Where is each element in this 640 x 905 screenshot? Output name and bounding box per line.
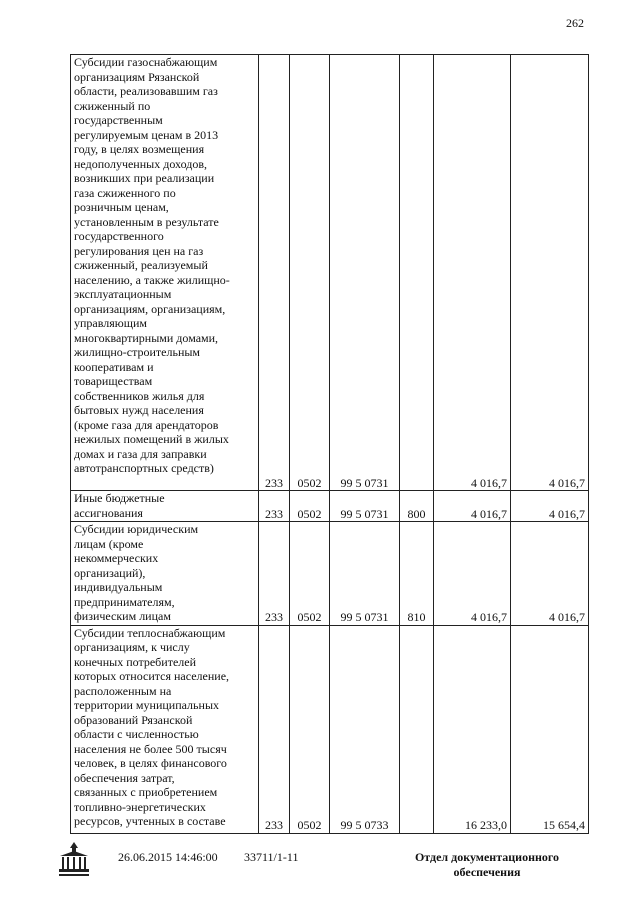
sum-2014-cell: 4 016,7 (434, 55, 511, 491)
sum-2014-cell: 4 016,7 (434, 522, 511, 626)
ministry-code-cell: 233 (259, 491, 290, 522)
article-code-cell: 99 5 0731 (330, 522, 400, 626)
section-code-cell: 0502 (290, 55, 330, 491)
ministry-code-cell: 233 (259, 522, 290, 626)
row-name-cell: Иные бюджетные ассигнования (71, 491, 259, 522)
sum-2015-cell: 4 016,7 (511, 522, 589, 626)
ministry-code-cell: 233 (259, 55, 290, 491)
article-code-cell: 99 5 0733 (330, 625, 400, 833)
row-name-cell: Субсидии теплоснабжающим организациям, к числу конечных потребителей которых относится население, расположенным на территории муниципальных образований Рязанской области с численностью населения не более 500 тысяч человек, в целях финансового обеспечения затрат, связанных с приобретением топливно-энергетических ресурсов, учтенных в составе (71, 625, 259, 833)
expense-type-cell (400, 55, 434, 491)
table-row (71, 491, 589, 522)
row-name-cell: Субсидии газоснабжающим организациям Рязанской области, реализовавшим газ сжиженный по государственным регулируемым ценам в 2013 году, в целях возмещения недополученных доходов, возникших при реализации газа сжиженного по розничным ценам, установленным в результате государственного регулирования цен на газ сжиженный, реализуемый населению, а также жилищно- эксплуатационным организациям, организациям, управляющим многоквартирными домами, жилищно-строительным кооперативам и товариществам собственников жилья для бытовых нужд населения (кроме газа для арендаторов нежилых помещений в жилых домах и газа для заправки автотранспортных средств) (71, 55, 259, 491)
table-row (71, 522, 589, 626)
table-row (71, 625, 589, 833)
section-code-cell: 0502 (290, 625, 330, 833)
budget-table (70, 54, 589, 834)
ministry-code-cell: 233 (259, 625, 290, 833)
section-code-cell: 0502 (290, 522, 330, 626)
expense-type-cell (400, 625, 434, 833)
sum-2014-cell: 4 016,7 (434, 491, 511, 522)
department-stamp: Отдел документационного обеспечения (414, 850, 560, 879)
section-code-cell: 0502 (290, 491, 330, 522)
sum-2015-cell: 15 654,4 (511, 625, 589, 833)
duma-building-logo-icon (56, 840, 92, 880)
sum-2015-cell: 4 016,7 (511, 491, 589, 522)
expense-type-cell: 810 (400, 522, 434, 626)
expense-type-cell: 800 (400, 491, 434, 522)
row-name-cell: Субсидии юридическим лицам (кроме некоммерческих организаций), индивидуальным предпринимателям, физическим лицам (71, 522, 259, 626)
page-number: 262 (566, 16, 584, 30)
article-code-cell: 99 5 0731 (330, 55, 400, 491)
footer-doc-number: 33711/1-11 (244, 850, 299, 864)
table-row (71, 55, 589, 491)
sum-2015-cell: 4 016,7 (511, 55, 589, 491)
article-code-cell: 99 5 0731 (330, 491, 400, 522)
sum-2014-cell: 16 233,0 (434, 625, 511, 833)
footer-date: 26.06.2015 14:46:00 (118, 850, 218, 864)
